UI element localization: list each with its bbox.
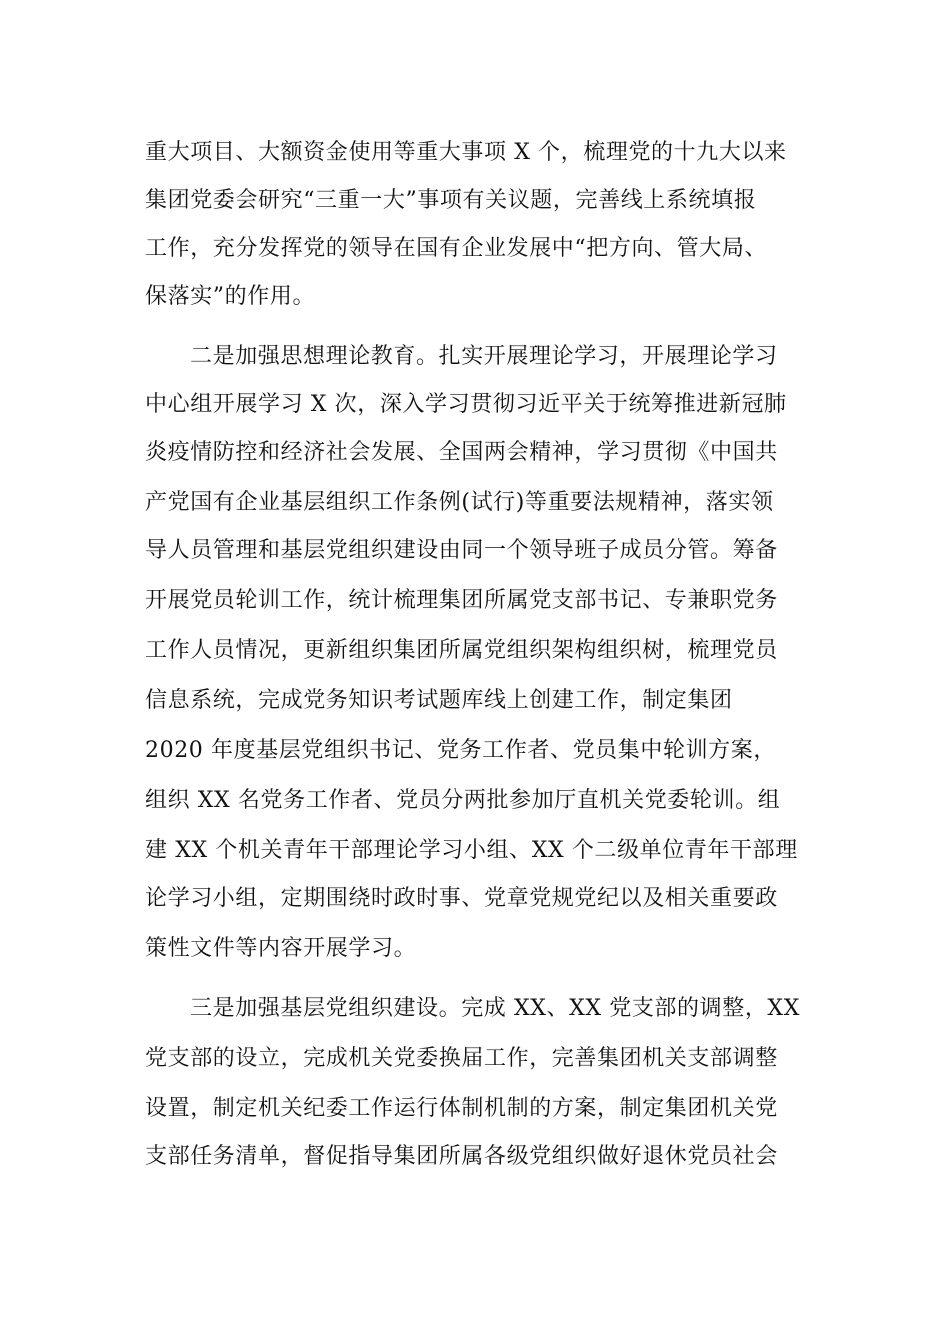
text-line: 论学习小组，定期围绕时政时事、党章党规党纪以及相关重要政 xyxy=(145,886,778,911)
text-line: 组织 XX 名党务工作者、党员分两批参加厅直机关党委轮训。组 xyxy=(145,788,781,813)
text-line: 建 XX 个机关青年干部理论学习小组、XX 个二级单位青年干部理 xyxy=(145,838,798,863)
text-line: 工作，充分发挥党的领导在国有企业发展中“把方向、管大局、 xyxy=(145,236,768,261)
text-line: 产党国有企业基层组织工作条例(试行)等重要法规精神，落实领 xyxy=(145,490,774,515)
text-line: 支部任务清单，督促指导集团所属各级党组织做好退休党员社会 xyxy=(145,1144,778,1169)
text-line: 设置，制定机关纪委工作运行体制机制的方案，制定集团机关党 xyxy=(145,1096,778,1121)
text-line: 重大项目、大额资金使用等重大事项 X 个，梳理党的十九大以来 xyxy=(145,140,787,165)
text-line: 工作人员情况，更新组织集团所属党组织架构组织树，梳理党员 xyxy=(145,638,778,663)
text-line: 策性文件等内容开展学习。 xyxy=(145,936,417,961)
text-line: 炎疫情防控和经济社会发展、全国两会精神，学习贯彻《中国共 xyxy=(145,440,778,465)
text-line: 保落实”的作用。 xyxy=(145,284,316,309)
text-line: 党支部的设立，完成机关党委换届工作，完善集团机关支部调整 xyxy=(145,1046,778,1071)
text-line: 2020 年度基层党组织书记、党务工作者、党员集中轮训方案， xyxy=(145,738,776,763)
text-line: 集团党委会研究“三重一大”事项有关议题，完善线上系统填报 xyxy=(145,188,757,213)
text-line: 开展党员轮训工作，统计梳理集团所属党支部书记、专兼职党务 xyxy=(145,588,778,613)
text-line: 中心组开展学习 X 次，深入学习贯彻习近平关于统筹推进新冠肺 xyxy=(145,392,787,417)
text-line: 信息系统，完成党务知识考试题库线上创建工作，制定集团 xyxy=(145,688,733,713)
paragraph-first-line: 三是加强基层党组织建设。完成 XX、XX 党支部的调整，XX xyxy=(190,996,800,1021)
paragraph-first-line: 二是加强思想理论教育。扎实开展理论学习，开展理论学习 xyxy=(190,344,778,369)
text-line: 导人员管理和基层党组织建设由同一个领导班子成员分管。筹备 xyxy=(145,538,778,563)
